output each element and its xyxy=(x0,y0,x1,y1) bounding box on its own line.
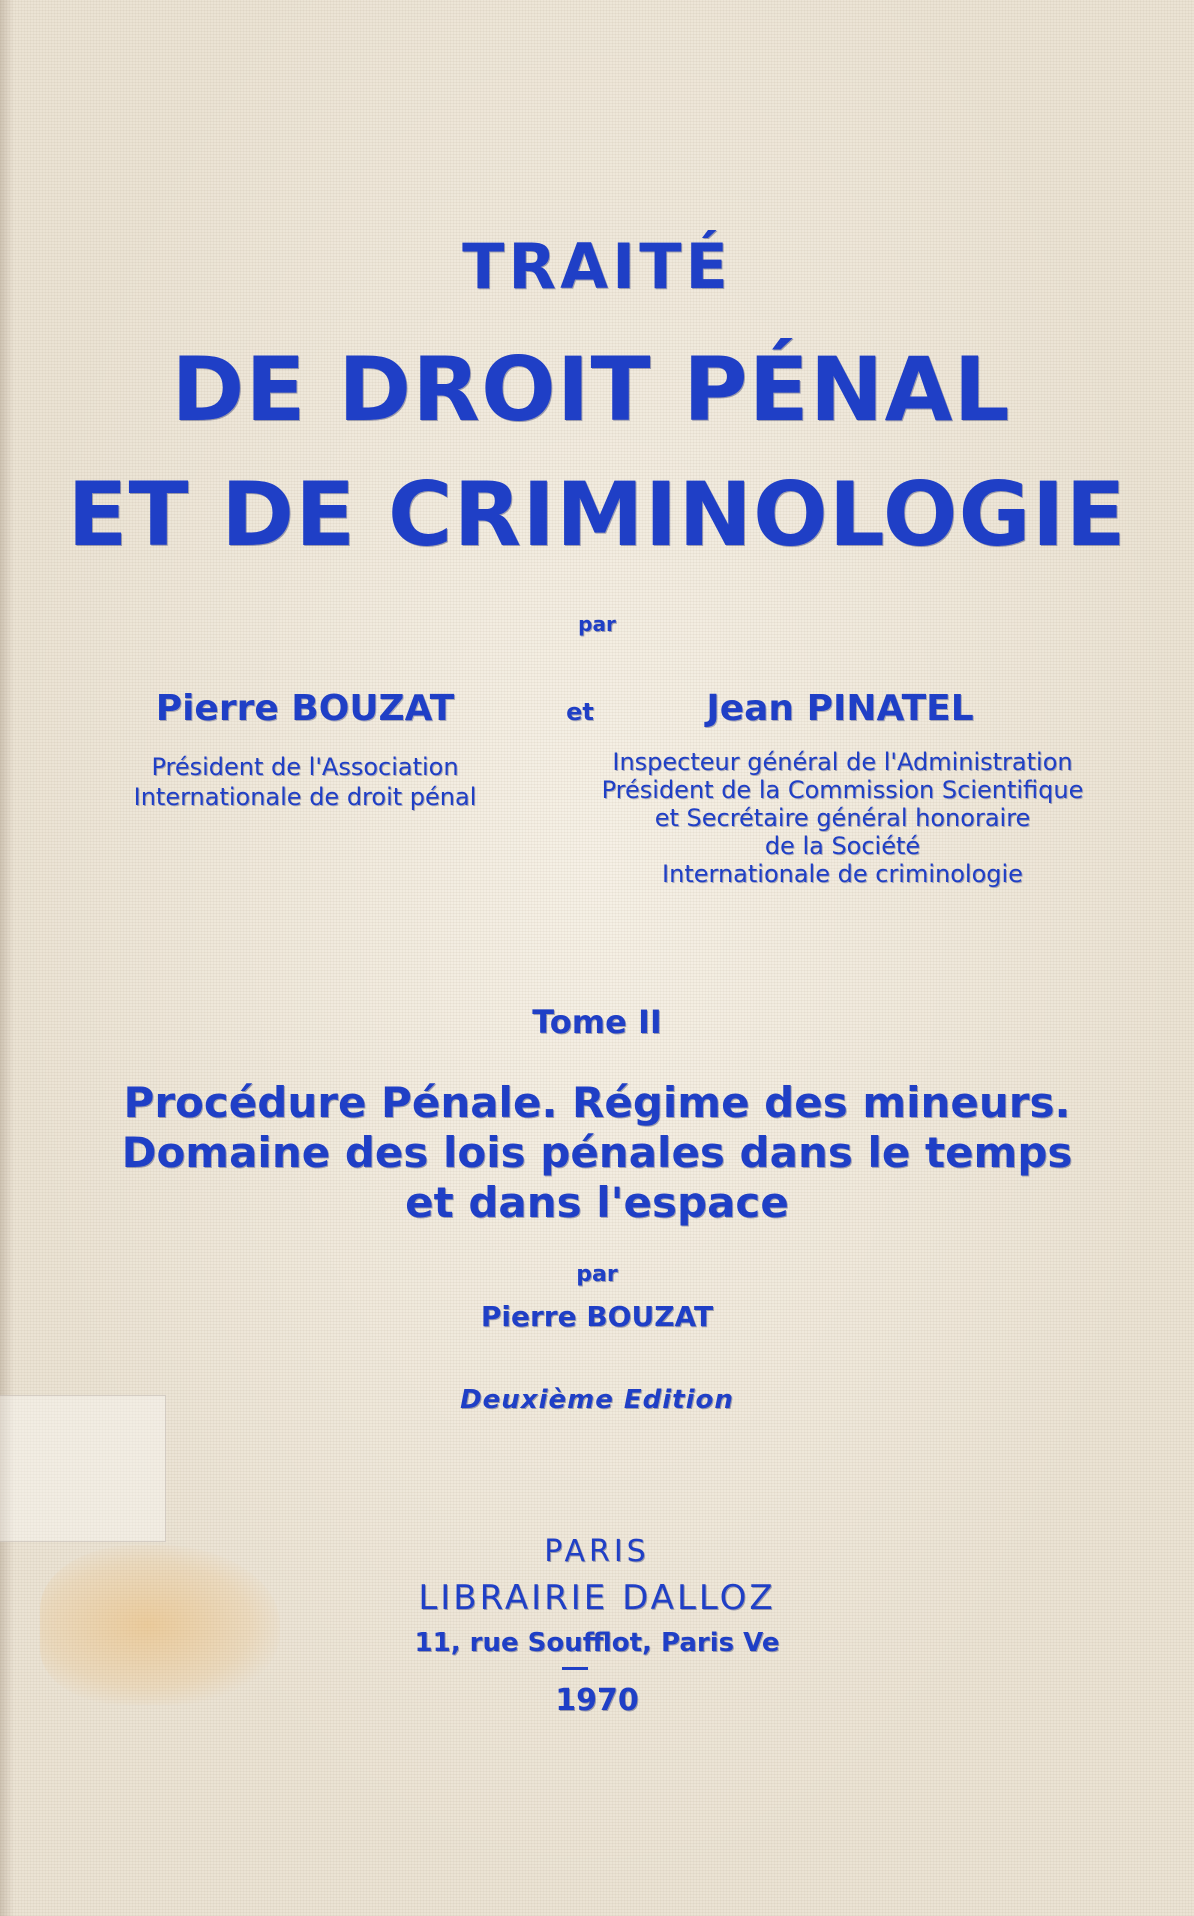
subtitle-line: Procédure Pénale. Régime des mineurs. xyxy=(123,1078,1071,1127)
publisher-address: 11, rue Soufflot, Paris Ve xyxy=(414,1628,780,1658)
volume-by-label: par xyxy=(576,1262,618,1287)
title-line-2: DE DROIT PÉNAL xyxy=(171,338,1011,441)
author-1-affiliation-line: Internationale de droit pénal xyxy=(133,783,477,811)
by-label: par xyxy=(578,612,616,636)
volume-subtitle xyxy=(0,1078,1194,1228)
publication-year: 1970 xyxy=(555,1683,639,1718)
title-line-3: ET DE CRIMINOLOGIE xyxy=(67,463,1127,566)
volume-number: Tome II xyxy=(532,1003,662,1041)
author-1-affiliation xyxy=(120,752,490,812)
subtitle-line: et dans l'espace xyxy=(405,1178,789,1227)
publisher-name: LIBRAIRIE DALLOZ xyxy=(418,1578,776,1618)
edition-label: Deuxième Edition xyxy=(460,1385,734,1415)
author-1-affiliation-line: Président de l'Association xyxy=(151,753,459,781)
author-2-name: Jean PINATEL xyxy=(706,688,974,729)
cover-stain xyxy=(40,1545,280,1705)
author-2-affiliation-line: Président de la Commission Scientifique xyxy=(601,776,1084,804)
author-2-affiliation-line: Internationale de criminologie xyxy=(662,860,1023,888)
author-1-name: Pierre BOUZAT xyxy=(155,688,455,729)
title-line-1: TRAITÉ xyxy=(462,230,732,303)
divider xyxy=(562,1667,588,1670)
publisher-city: PARIS xyxy=(544,1534,650,1569)
volume-author: Pierre BOUZAT xyxy=(480,1300,714,1333)
library-label-sticker xyxy=(0,1395,166,1542)
author-2-affiliation-line: de la Société xyxy=(764,832,921,860)
author-conjunction: et xyxy=(566,698,594,726)
subtitle-line: Domaine des lois pénales dans le temps xyxy=(121,1128,1073,1177)
author-2-affiliation xyxy=(575,748,1110,888)
author-2-affiliation-line: et Secrétaire général honoraire xyxy=(654,804,1031,832)
author-2-affiliation-line: Inspecteur général de l'Administration xyxy=(612,748,1073,776)
